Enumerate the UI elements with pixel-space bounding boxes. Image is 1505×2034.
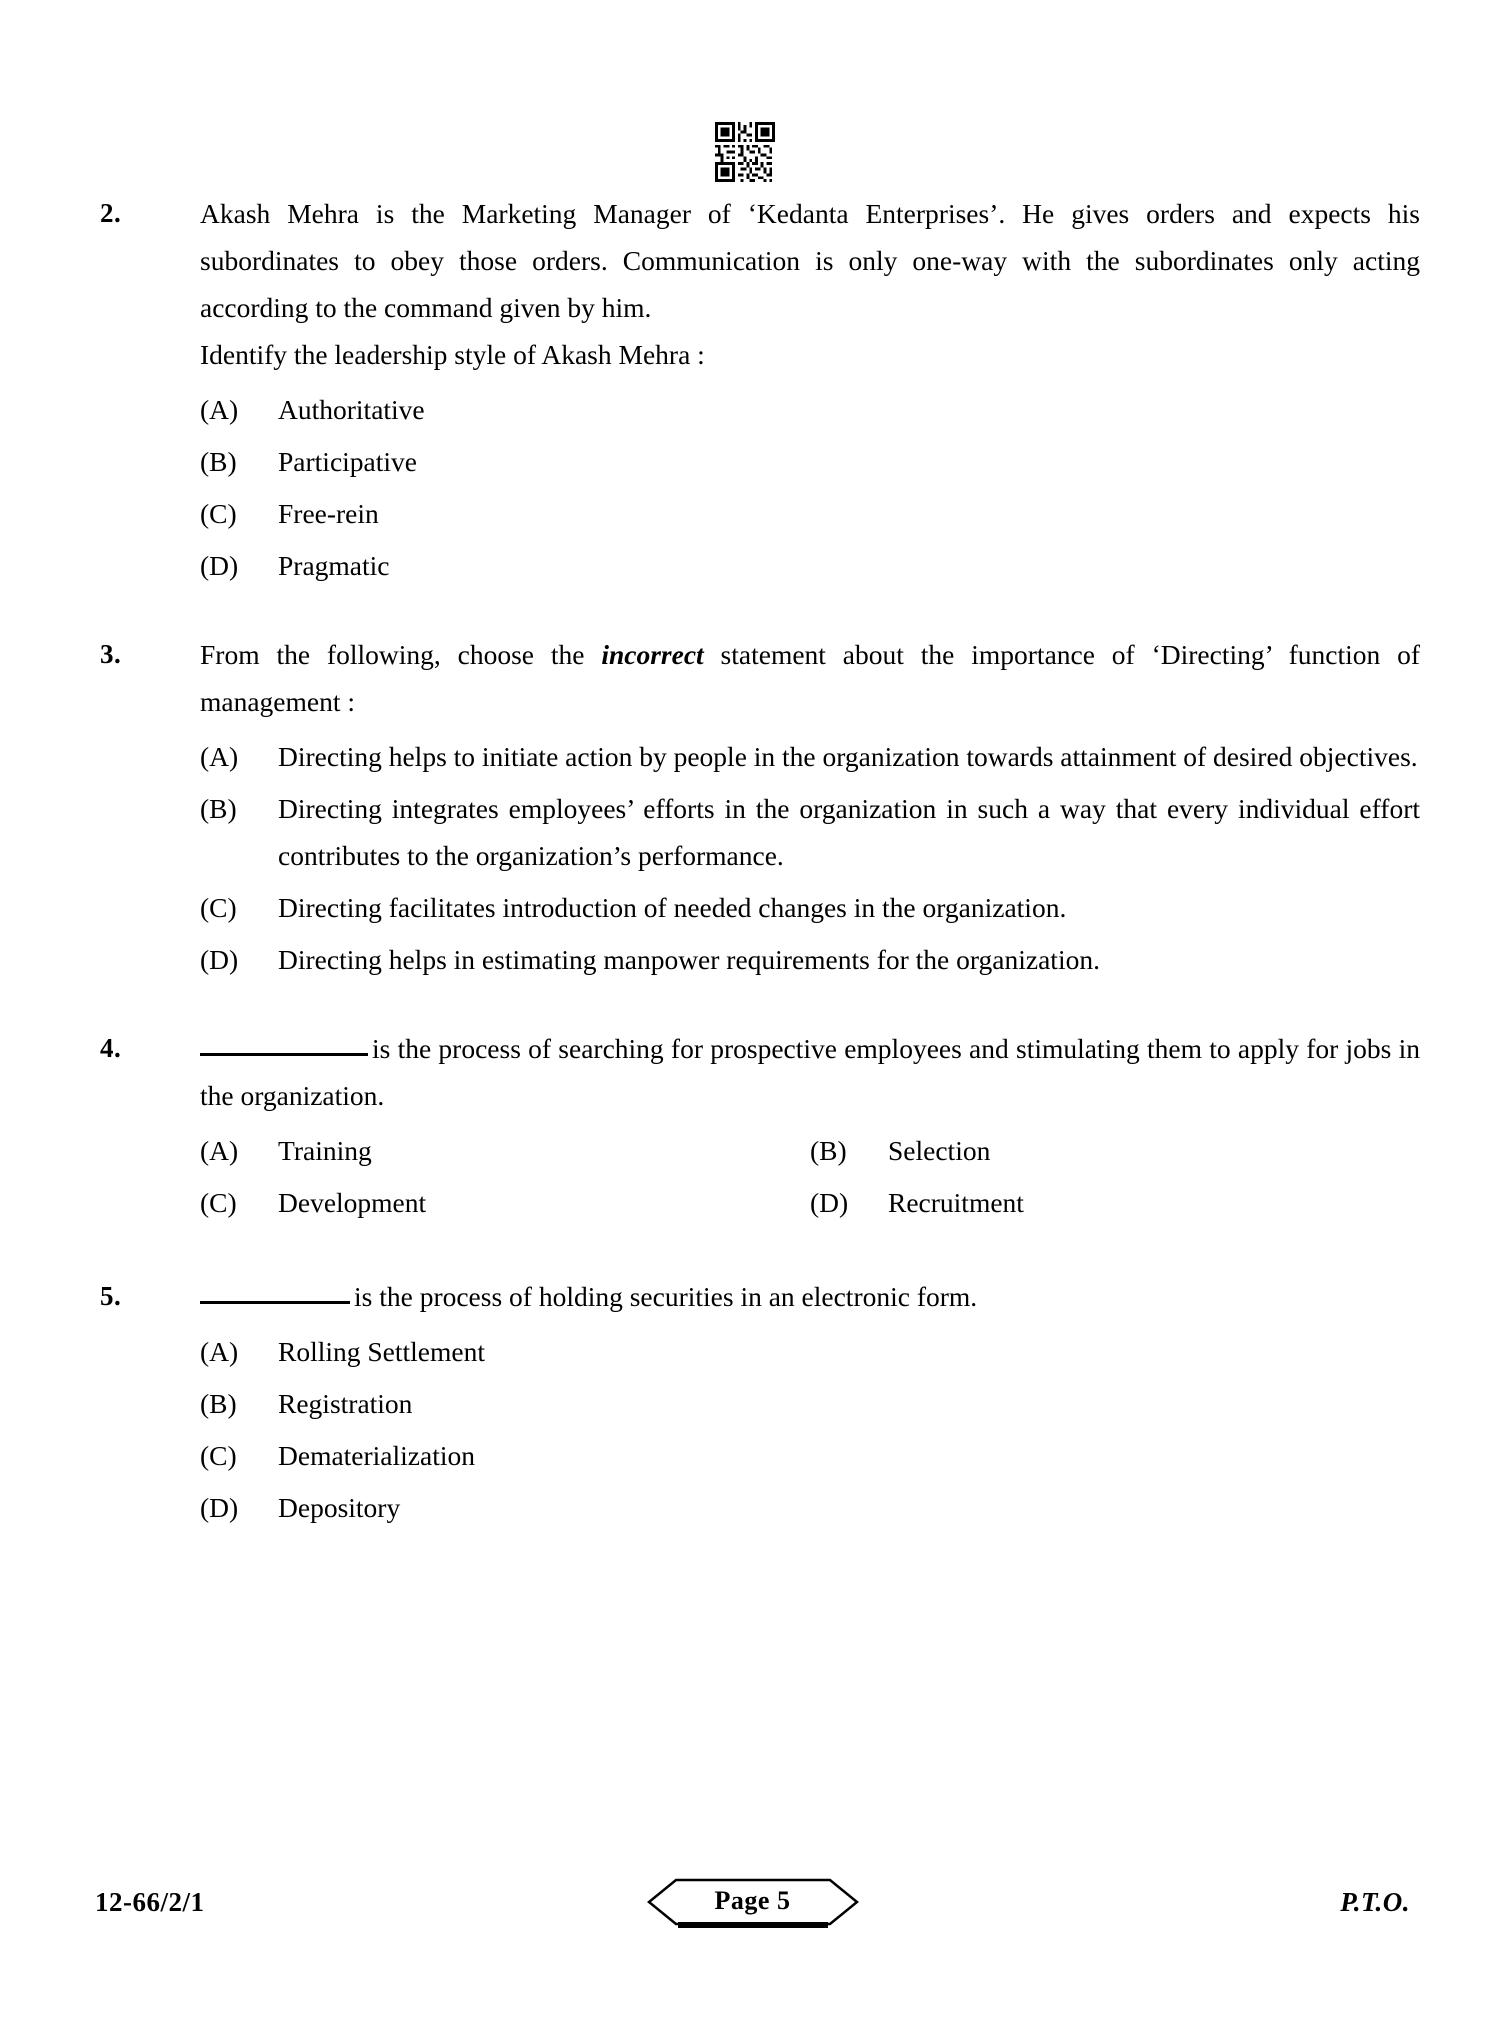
option-label: (C) [200,498,237,529]
page-number-label: Page 5 [714,1886,791,1915]
question-block [100,631,1420,983]
option-item[interactable] [200,733,1420,780]
option-item[interactable] [200,1432,1420,1479]
question-stem [200,631,1420,725]
fill-in-blank-rule [200,1053,368,1056]
pto-label: P.T.O. [1340,1887,1410,1917]
option-item[interactable] [200,542,1420,589]
section-spacer [100,1239,1420,1273]
option-text: Recruitment [888,1187,1024,1218]
option-text: Directing facilitates introduction of needed changes in the organization. [278,892,1067,923]
option-text: Authoritative [278,394,425,425]
question-number: 3. [100,639,122,669]
question-block [100,1273,1420,1531]
option-label: (B) [810,1135,847,1166]
option-list [200,1328,1420,1531]
stem-text: is the process of holding securities in an electronic form. [354,1281,978,1312]
option-item[interactable] [200,1179,810,1226]
option-item[interactable] [200,1484,1420,1531]
question-list [100,190,1420,1539]
option-label: (A) [200,394,239,425]
option-label: (C) [200,1187,237,1218]
option-label: (B) [200,1388,237,1419]
stem-post: statement about the importance of ‘Directing’ function of management : [200,639,1421,717]
question-stem: Akash Mehra is the Marketing Manager of ‘Kedanta Enterprises’. He gives orders and expects his subordinates to obey those orders. Communication is only one-way with the subordinates only acting according to the command given by him. [200,198,1420,323]
option-item[interactable] [200,438,1420,485]
qr-code-icon [714,122,776,182]
stem-text: is the process of searching for prospective employees and stimulating them to apply for jobs in the organization. [200,1033,1420,1111]
question-stem [200,1273,1420,1320]
option-text: Selection [888,1135,991,1166]
option-label: (A) [200,1135,239,1166]
question-subline: Identify the leadership style of Akash Mehra : [200,339,705,370]
stem-emphasis: incorrect [601,639,704,670]
option-text: Depository [278,1492,401,1523]
option-text: Development [278,1187,427,1218]
option-list [200,1127,1420,1231]
option-text: Rolling Settlement [278,1336,486,1367]
option-text: Free-rein [278,498,379,529]
section-spacer [100,991,1420,1025]
question-number: 2. [100,198,122,228]
option-label: (C) [200,1440,237,1471]
option-text: Directing helps in estimating manpower requirements for the organization. [278,944,1100,975]
option-text: Directing helps to initiate action by people in the organization towards attainment of desired objectives. [278,741,1418,772]
option-text: Training [278,1135,372,1166]
option-item[interactable] [200,884,1420,931]
option-list [200,733,1420,983]
page-footer [95,1880,1410,1940]
option-label: (D) [200,550,239,581]
option-label: (D) [200,1492,239,1523]
option-label: (A) [200,741,239,772]
option-item[interactable] [200,1380,1420,1427]
question-number: 5. [100,1281,122,1311]
option-item[interactable] [200,936,1420,983]
option-label: (A) [200,1336,239,1367]
option-item[interactable] [200,1127,810,1174]
option-item[interactable] [810,1179,1420,1226]
option-text: Pragmatic [278,550,390,581]
option-item[interactable] [810,1127,1420,1174]
option-text: Dematerialization [278,1440,475,1471]
stem-pre: From the following, choose the [200,639,602,670]
option-label: (B) [200,446,237,477]
option-label: (D) [200,944,239,975]
option-label: (B) [200,793,237,824]
paper-code: 12-66/2/1 [95,1887,205,1917]
section-spacer [100,597,1420,631]
question-stem [200,1025,1420,1119]
option-label: (D) [810,1187,849,1218]
option-text: Directing integrates employees’ efforts in the organization in such a way that every individual effort contributes to the organization’s performance. [278,793,1420,871]
option-text: Registration [278,1388,413,1419]
fill-in-blank-rule [200,1301,350,1304]
option-label: (C) [200,892,237,923]
page-number-badge [646,1876,860,1932]
option-text: Participative [278,446,417,477]
option-item[interactable] [200,490,1420,537]
question-number: 4. [100,1033,122,1063]
option-item[interactable] [200,1328,1420,1375]
question-block [100,190,1420,589]
option-item[interactable] [200,386,1420,433]
option-list [200,386,1420,589]
option-item[interactable] [200,785,1420,879]
question-block [100,1025,1420,1231]
